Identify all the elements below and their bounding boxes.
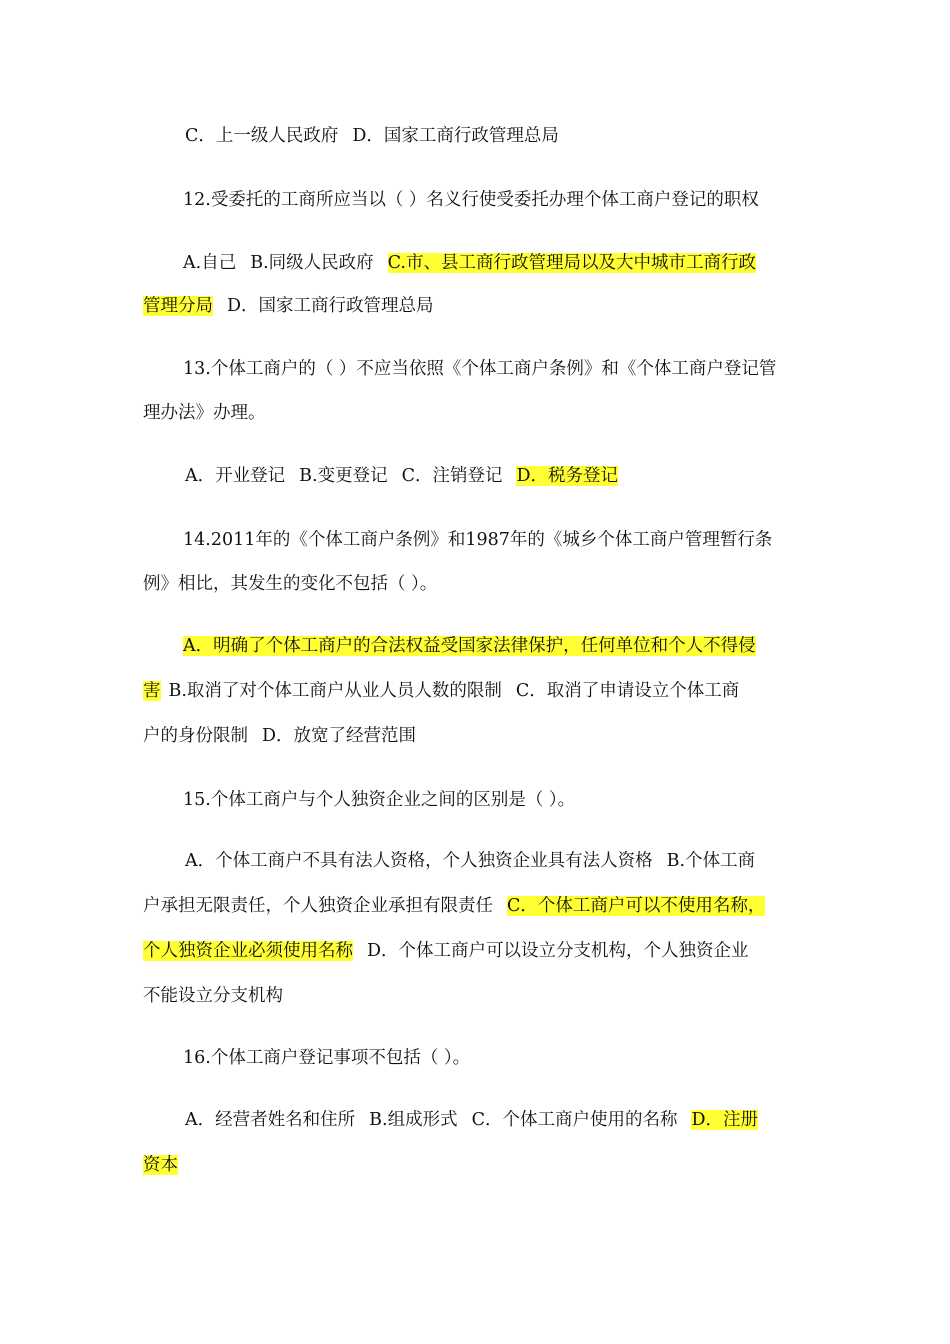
q15-stem-line-1: 15.个体工商户与个人独资企业之间的区别是（ ）。 <box>183 790 576 810</box>
q16-option-c: C．个体工商户使用的名称 <box>471 1110 678 1130</box>
q12-option-b: B.同级人民政府 <box>250 253 374 273</box>
q16-option-a: A．经营者姓名和住所 <box>185 1110 356 1130</box>
q15-option-d-cont: 不能设立分支机构 <box>143 986 283 1006</box>
q14-option-d: D．放宽了经营范围 <box>262 726 417 746</box>
q15-option-c-answer: C．个体工商户可以不使用名称， <box>507 896 766 916</box>
q15-options-line-4 <box>143 984 283 1008</box>
q14-stem-line-1: 14.2011年的《个体工商户条例》和1987年的《城乡个体工商户管理暂行条 <box>183 530 773 550</box>
q12-option-c-answer: C.市、县工商行政管理局以及大中城市工商行政 <box>387 253 756 273</box>
q16-options-line-1 <box>185 1108 758 1132</box>
q13-option-a: A．开业登记 <box>185 466 286 486</box>
q15-options-line-1 <box>185 849 755 873</box>
q16-option-b: B.组成形式 <box>369 1110 458 1130</box>
q12-option-d: D．国家工商行政管理总局 <box>227 296 434 316</box>
q12-options-line-1 <box>183 251 756 275</box>
q12-options-line-2 <box>143 294 434 318</box>
q16-option-d-answer-cont: 资本 <box>143 1155 178 1175</box>
q15-option-d: D．个体工商户可以设立分支机构，个人独资企业 <box>367 941 749 961</box>
prev-options-line <box>185 124 559 148</box>
q15-options-line-3 <box>143 939 749 963</box>
prev-option-d: D．国家工商行政管理总局 <box>352 126 559 146</box>
q14-option-a-answer-cont: 害 <box>143 681 161 701</box>
q15-option-a: A．个体工商户不具有法人资格，个人独资企业具有法人资格 <box>185 851 653 871</box>
q16-stem-line-1: 16.个体工商户登记事项不包括（ ）。 <box>183 1048 471 1068</box>
q14-options-line-3 <box>143 724 416 748</box>
q14-option-c: C．取消了申请设立个体工商 <box>515 681 740 701</box>
prev-option-c: C．上一级人民政府 <box>185 126 339 146</box>
q12-option-c-answer-cont: 管理分局 <box>143 296 213 316</box>
q14-option-c-cont: 户的身份限制 <box>143 726 248 746</box>
q13-option-d-answer: D．税务登记 <box>516 466 618 486</box>
q12-option-a: A.自己 <box>183 253 237 273</box>
q14-options-line-1 <box>183 634 756 658</box>
q16-option-d-answer: D．注册 <box>691 1110 758 1130</box>
q14-stem-line-2: 例》相比，其发生的变化不包括（ ）。 <box>143 574 438 594</box>
q15-option-b: B.个体工商 <box>666 851 756 871</box>
q13-option-b: B.变更登记 <box>299 466 388 486</box>
q15-option-b-cont: 户承担无限责任，个人独资企业承担有限责任 <box>143 896 493 916</box>
q15-option-c-answer-cont: 个人独资企业必须使用名称 <box>143 941 353 961</box>
q14-option-b: B.取消了对个体工商户从业人员人数的限制 <box>168 681 502 701</box>
q15-options-line-2 <box>143 894 765 918</box>
q13-stem-line-2: 理办法》办理。 <box>143 403 266 423</box>
q12-stem-line-1: 12.受委托的工商所应当以（ ）名义行使受委托办理个体工商户登记的职权 <box>183 190 759 210</box>
q14-options-line-2 <box>143 679 739 703</box>
q13-stem-line-1: 13.个体工商户的（ ）不应当依照《个体工商户条例》和《个体工商户登记管 <box>183 359 777 379</box>
q13-option-c: C．注销登记 <box>401 466 503 486</box>
q13-options-line <box>185 464 618 488</box>
q14-option-a-answer: A．明确了个体工商户的合法权益受国家法律保护，任何单位和个人不得侵 <box>183 636 756 656</box>
q16-options-line-2 <box>143 1153 178 1177</box>
